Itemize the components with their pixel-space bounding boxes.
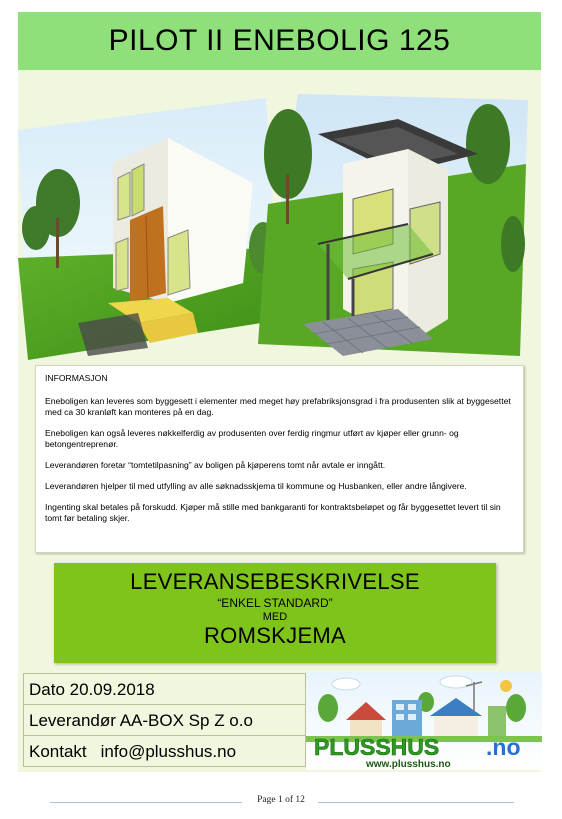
supplier-row bbox=[24, 705, 305, 736]
delivery-description-box bbox=[54, 563, 496, 663]
house-render-front bbox=[18, 98, 280, 360]
contact-table bbox=[23, 673, 306, 767]
room-schedule-title: ROMSKJEMA bbox=[203, 623, 347, 648]
info-paragraph: Ingenting skal betales på forskudd. Kjøper må stille med bankgaranti for kontraktsbeløpet og får byggesettet levert til sin tomt før betaling skjer. bbox=[45, 502, 501, 523]
delivery-med: MED bbox=[262, 611, 288, 623]
supplier-text: Leverandør AA-BOX Sp Z o.o bbox=[29, 711, 253, 730]
page-number: Page 1 of 12 bbox=[257, 795, 305, 805]
footer-rule-right bbox=[318, 802, 514, 803]
info-paragraph: Eneboligen kan også leveres nøkkelferdig av produsenten over ferdig ringmur utført av kjøper eller grunn- og betongentreprenør. bbox=[45, 428, 459, 449]
info-box bbox=[35, 365, 524, 553]
page-footer bbox=[0, 795, 562, 811]
page-title: PILOT II ENEBOLIG 125 bbox=[108, 24, 451, 57]
logo-brand-suffix: .no bbox=[486, 734, 521, 760]
footer-rule-left bbox=[50, 802, 242, 803]
delivery-subtitle: “ENKEL STANDARD” bbox=[217, 596, 333, 610]
plusshus-logo bbox=[306, 672, 542, 770]
info-heading: INFORMASJON bbox=[45, 373, 108, 383]
title-bar bbox=[18, 12, 541, 70]
house-render-back bbox=[258, 94, 528, 356]
logo-brand-text: PLUSSHUS bbox=[314, 734, 440, 760]
info-paragraph: Leverandøren foretar “tomtetilpasning” av boligen på kjøperens tomt når avtale er inngått. bbox=[45, 460, 386, 470]
date-text: Dato 20.09.2018 bbox=[29, 680, 155, 699]
contact-label: Kontakt bbox=[29, 742, 87, 761]
delivery-title: LEVERANSEBESKRIVELSE bbox=[130, 569, 420, 594]
contact-row bbox=[24, 736, 305, 767]
info-paragraph: Eneboligen kan leveres som byggesett i elementer med meget høy prefabriksjonsgrad i fra produsenten slik at byggesettet med ca 30 kranløft kan monteres på en dag. bbox=[45, 396, 511, 417]
info-paragraph: Leverandøren hjelper til med utfylling av alle søknadsskjema til kommune og Husbanken, eller andre långivere. bbox=[45, 481, 467, 491]
contact-email-link[interactable]: info@plusshus.no bbox=[100, 742, 237, 761]
logo-url: www.plusshus.no bbox=[366, 759, 451, 770]
date-row bbox=[24, 674, 305, 705]
